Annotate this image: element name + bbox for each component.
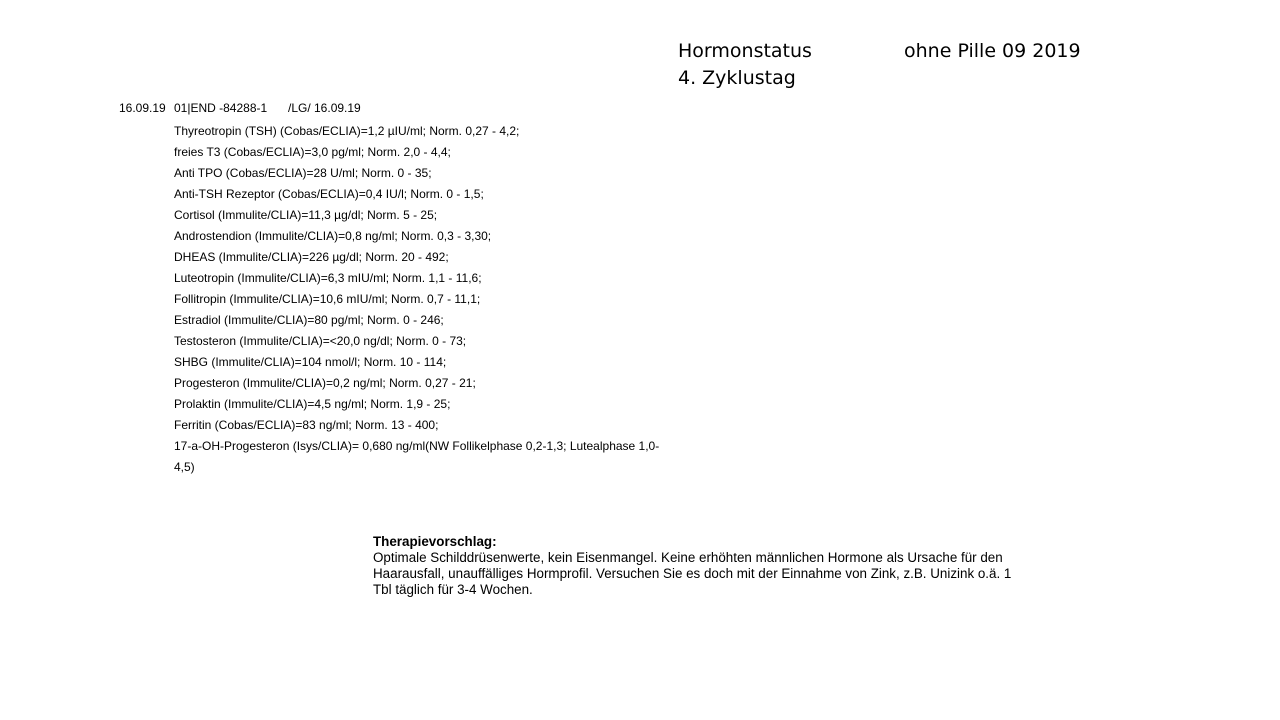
report-heading [678, 38, 812, 92]
result-line: DHEAS (Immulite/CLIA)=226 µg/dl; Norm. 20 - 492; [174, 250, 449, 264]
result-line: Ferritin (Cobas/ECLIA)=83 ng/ml; Norm. 13 - 400; [174, 418, 439, 432]
result-line: SHBG (Immulite/CLIA)=104 nmol/l; Norm. 10 - 114; [174, 355, 447, 369]
result-line: Thyreotropin (TSH) (Cobas/ECLIA)=1,2 µIU/ml; Norm. 0,27 - 4,2; [174, 124, 520, 138]
result-line: Testosteron (Immulite/CLIA)=<20,0 ng/dl; Norm. 0 - 73; [174, 334, 467, 348]
report-context [904, 38, 1081, 65]
result-line: Androstendion (Immulite/CLIA)=0,8 ng/ml; Norm. 0,3 - 3,30; [174, 229, 492, 243]
lab-reference: /LG/ 16.09.19 [288, 101, 361, 115]
result-line: Luteotropin (Immulite/CLIA)=6,3 mIU/ml; Norm. 1,1 - 11,6; [174, 271, 482, 285]
therapy-text: Optimale Schilddrüsenwerte, kein Eisenmangel. Keine erhöhten männlichen Hormone als Ursache für den Haarausfall, unauffälliges Hormprofil. Versuchen Sie es doch mit der Einnahme von Zink, z.B. Unizink o.ä. 1 Tbl täglich für 3-4 Wochen. [373, 550, 1012, 597]
result-line: Estradiol (Immulite/CLIA)=80 pg/ml; Norm. 0 - 246; [174, 313, 444, 327]
result-line: Cortisol (Immulite/CLIA)=11,3 µg/dl; Norm. 5 - 25; [174, 208, 438, 222]
report-title: Hormonstatus [678, 40, 812, 62]
context-label: ohne Pille 09 2019 [904, 40, 1081, 62]
lab-date: 16.09.19 [119, 101, 166, 115]
result-line: Follitropin (Immulite/CLIA)=10,6 mIU/ml; Norm. 0,7 - 11,1; [174, 292, 481, 306]
result-line: freies T3 (Cobas/ECLIA)=3,0 pg/ml; Norm. 2,0 - 4,4; [174, 145, 451, 159]
result-line: Anti-TSH Rezeptor (Cobas/ECLIA)=0,4 IU/l; Norm. 0 - 1,5; [174, 187, 484, 201]
result-line: Prolaktin (Immulite/CLIA)=4,5 ng/ml; Norm. 1,9 - 25; [174, 397, 451, 411]
therapy-title: Therapievorschlag: [373, 534, 497, 549]
result-line: 17-a-OH-Progesteron (Isys/CLIA)= 0,680 ng/ml(NW Follikelphase 0,2-1,3; Lutealphase 1,0-4,5) [174, 439, 660, 474]
therapy-section [373, 534, 1013, 598]
lab-order-number: 01|END -84288-1 [174, 101, 268, 115]
result-line: Anti TPO (Cobas/ECLIA)=28 U/ml; Norm. 0 - 35; [174, 166, 432, 180]
lab-results-list [174, 121, 674, 478]
result-line: Progesteron (Immulite/CLIA)=0,2 ng/ml; Norm. 0,27 - 21; [174, 376, 476, 390]
cycle-day: 4. Zyklustag [678, 67, 796, 89]
